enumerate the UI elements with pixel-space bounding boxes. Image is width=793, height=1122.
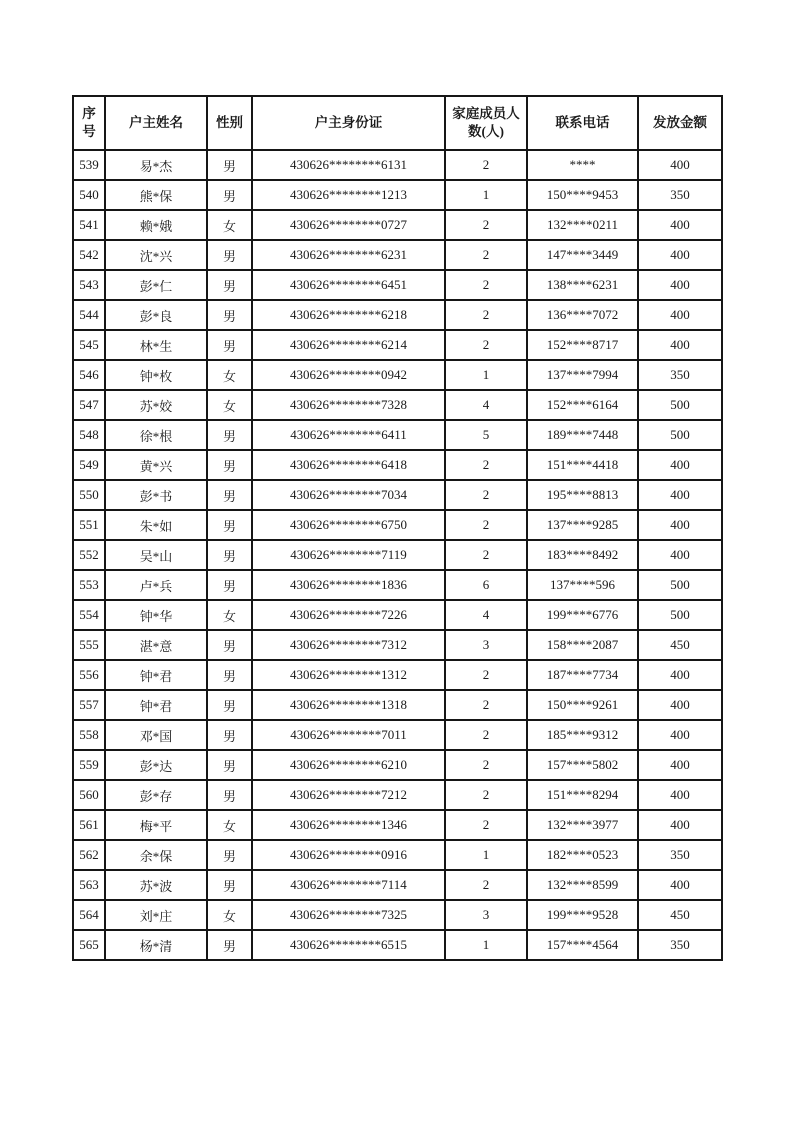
cell-amount: 500 (638, 390, 722, 420)
cell-family_members: 4 (445, 390, 527, 420)
cell-amount: 400 (638, 690, 722, 720)
cell-gender: 男 (207, 420, 252, 450)
cell-phone: 157****4564 (527, 930, 638, 960)
table-row (73, 930, 722, 960)
cell-phone: 185****9312 (527, 720, 638, 750)
cell-family_members: 2 (445, 480, 527, 510)
header-phone: 联系电话 (527, 96, 638, 150)
cell-amount: 350 (638, 180, 722, 210)
cell-id_number: 430626********6231 (252, 240, 445, 270)
table-row (73, 150, 722, 180)
cell-name: 苏*姣 (105, 390, 207, 420)
cell-name: 易*杰 (105, 150, 207, 180)
cell-phone: 183****8492 (527, 540, 638, 570)
cell-phone: 182****0523 (527, 840, 638, 870)
cell-phone: 150****9261 (527, 690, 638, 720)
cell-serial: 548 (73, 420, 105, 450)
cell-family_members: 2 (445, 780, 527, 810)
cell-gender: 男 (207, 570, 252, 600)
cell-phone: 132****3977 (527, 810, 638, 840)
cell-phone: 136****7072 (527, 300, 638, 330)
cell-phone: 158****2087 (527, 630, 638, 660)
cell-serial: 553 (73, 570, 105, 600)
cell-id_number: 430626********6218 (252, 300, 445, 330)
cell-gender: 男 (207, 480, 252, 510)
cell-name: 朱*如 (105, 510, 207, 540)
cell-serial: 557 (73, 690, 105, 720)
cell-family_members: 1 (445, 930, 527, 960)
cell-amount: 400 (638, 510, 722, 540)
cell-id_number: 430626********6750 (252, 510, 445, 540)
cell-gender: 男 (207, 300, 252, 330)
cell-phone: 150****9453 (527, 180, 638, 210)
table-row (73, 270, 722, 300)
cell-gender: 男 (207, 540, 252, 570)
cell-gender: 女 (207, 390, 252, 420)
cell-phone: 151****4418 (527, 450, 638, 480)
header-family-members: 家庭成员人数(人) (445, 96, 527, 150)
cell-amount: 400 (638, 750, 722, 780)
cell-serial: 565 (73, 930, 105, 960)
cell-name: 彭*书 (105, 480, 207, 510)
cell-id_number: 430626********6451 (252, 270, 445, 300)
cell-family_members: 2 (445, 240, 527, 270)
cell-gender: 男 (207, 150, 252, 180)
cell-serial: 552 (73, 540, 105, 570)
table-row (73, 480, 722, 510)
cell-amount: 450 (638, 630, 722, 660)
cell-amount: 400 (638, 870, 722, 900)
cell-gender: 女 (207, 600, 252, 630)
cell-serial: 561 (73, 810, 105, 840)
header-amount: 发放金额 (638, 96, 722, 150)
cell-amount: 350 (638, 840, 722, 870)
table-row (73, 240, 722, 270)
cell-phone: **** (527, 150, 638, 180)
cell-id_number: 430626********7212 (252, 780, 445, 810)
cell-serial: 542 (73, 240, 105, 270)
cell-name: 林*生 (105, 330, 207, 360)
cell-serial: 551 (73, 510, 105, 540)
cell-id_number: 430626********6131 (252, 150, 445, 180)
cell-gender: 男 (207, 690, 252, 720)
cell-phone: 152****6164 (527, 390, 638, 420)
cell-name: 徐*根 (105, 420, 207, 450)
cell-phone: 138****6231 (527, 270, 638, 300)
table-row (73, 870, 722, 900)
cell-name: 邓*国 (105, 720, 207, 750)
cell-serial: 546 (73, 360, 105, 390)
cell-gender: 男 (207, 240, 252, 270)
cell-id_number: 430626********7226 (252, 600, 445, 630)
table-row (73, 660, 722, 690)
cell-serial: 562 (73, 840, 105, 870)
cell-name: 余*保 (105, 840, 207, 870)
cell-serial: 545 (73, 330, 105, 360)
cell-id_number: 430626********0916 (252, 840, 445, 870)
cell-phone: 157****5802 (527, 750, 638, 780)
table-row (73, 750, 722, 780)
table-row (73, 300, 722, 330)
cell-gender: 男 (207, 930, 252, 960)
cell-gender: 女 (207, 360, 252, 390)
table-row (73, 600, 722, 630)
cell-phone: 132****0211 (527, 210, 638, 240)
cell-id_number: 430626********6418 (252, 450, 445, 480)
table-row (73, 180, 722, 210)
cell-name: 彭*存 (105, 780, 207, 810)
cell-family_members: 1 (445, 180, 527, 210)
table-row (73, 510, 722, 540)
cell-serial: 541 (73, 210, 105, 240)
cell-id_number: 430626********7114 (252, 870, 445, 900)
cell-id_number: 430626********1346 (252, 810, 445, 840)
cell-family_members: 2 (445, 540, 527, 570)
table-header (73, 96, 722, 150)
cell-gender: 女 (207, 900, 252, 930)
cell-family_members: 2 (445, 210, 527, 240)
cell-id_number: 430626********7011 (252, 720, 445, 750)
cell-id_number: 430626********7325 (252, 900, 445, 930)
table-row (73, 900, 722, 930)
cell-serial: 544 (73, 300, 105, 330)
cell-family_members: 2 (445, 870, 527, 900)
cell-amount: 350 (638, 930, 722, 960)
header-row (73, 96, 722, 150)
cell-serial: 547 (73, 390, 105, 420)
table-row (73, 690, 722, 720)
cell-family_members: 2 (445, 150, 527, 180)
cell-amount: 400 (638, 270, 722, 300)
subsidy-table (72, 95, 723, 961)
cell-serial: 563 (73, 870, 105, 900)
cell-amount: 400 (638, 210, 722, 240)
header-serial: 序号 (73, 96, 105, 150)
cell-family_members: 2 (445, 750, 527, 780)
cell-family_members: 1 (445, 840, 527, 870)
cell-serial: 564 (73, 900, 105, 930)
table-body (73, 150, 722, 960)
cell-name: 杨*清 (105, 930, 207, 960)
cell-serial: 549 (73, 450, 105, 480)
cell-amount: 500 (638, 420, 722, 450)
header-id-number: 户主身份证 (252, 96, 445, 150)
cell-amount: 400 (638, 780, 722, 810)
cell-serial: 540 (73, 180, 105, 210)
cell-amount: 400 (638, 540, 722, 570)
cell-id_number: 430626********7119 (252, 540, 445, 570)
cell-gender: 男 (207, 270, 252, 300)
cell-family_members: 2 (445, 690, 527, 720)
cell-family_members: 3 (445, 900, 527, 930)
cell-name: 熊*保 (105, 180, 207, 210)
cell-serial: 559 (73, 750, 105, 780)
cell-serial: 543 (73, 270, 105, 300)
cell-gender: 男 (207, 510, 252, 540)
cell-gender: 女 (207, 210, 252, 240)
cell-serial: 554 (73, 600, 105, 630)
cell-family_members: 2 (445, 510, 527, 540)
cell-id_number: 430626********6214 (252, 330, 445, 360)
cell-name: 湛*意 (105, 630, 207, 660)
table-row (73, 780, 722, 810)
cell-amount: 400 (638, 480, 722, 510)
table-row (73, 360, 722, 390)
cell-family_members: 4 (445, 600, 527, 630)
table-row (73, 420, 722, 450)
cell-family_members: 5 (445, 420, 527, 450)
cell-id_number: 430626********7034 (252, 480, 445, 510)
cell-phone: 137****7994 (527, 360, 638, 390)
cell-gender: 男 (207, 780, 252, 810)
table-row (73, 390, 722, 420)
cell-phone: 137****9285 (527, 510, 638, 540)
cell-name: 沈*兴 (105, 240, 207, 270)
cell-amount: 400 (638, 330, 722, 360)
cell-amount: 500 (638, 570, 722, 600)
cell-serial: 555 (73, 630, 105, 660)
cell-id_number: 430626********1836 (252, 570, 445, 600)
cell-amount: 400 (638, 720, 722, 750)
cell-phone: 132****8599 (527, 870, 638, 900)
cell-amount: 350 (638, 360, 722, 390)
cell-family_members: 2 (445, 660, 527, 690)
cell-id_number: 430626********6411 (252, 420, 445, 450)
table-row (73, 540, 722, 570)
cell-name: 梅*平 (105, 810, 207, 840)
cell-phone: 147****3449 (527, 240, 638, 270)
cell-name: 赖*娥 (105, 210, 207, 240)
cell-gender: 男 (207, 750, 252, 780)
cell-serial: 558 (73, 720, 105, 750)
cell-phone: 152****8717 (527, 330, 638, 360)
cell-name: 钟*华 (105, 600, 207, 630)
cell-family_members: 2 (445, 450, 527, 480)
cell-family_members: 3 (445, 630, 527, 660)
cell-id_number: 430626********1318 (252, 690, 445, 720)
cell-name: 彭*良 (105, 300, 207, 330)
cell-phone: 195****8813 (527, 480, 638, 510)
cell-id_number: 430626********0942 (252, 360, 445, 390)
table-row (73, 210, 722, 240)
cell-family_members: 2 (445, 810, 527, 840)
cell-serial: 560 (73, 780, 105, 810)
cell-family_members: 2 (445, 330, 527, 360)
cell-serial: 556 (73, 660, 105, 690)
cell-family_members: 2 (445, 300, 527, 330)
cell-name: 刘*庄 (105, 900, 207, 930)
cell-amount: 500 (638, 600, 722, 630)
cell-phone: 199****6776 (527, 600, 638, 630)
cell-name: 钟*枚 (105, 360, 207, 390)
cell-gender: 女 (207, 810, 252, 840)
table-row (73, 810, 722, 840)
cell-phone: 199****9528 (527, 900, 638, 930)
cell-name: 吴*山 (105, 540, 207, 570)
cell-name: 卢*兵 (105, 570, 207, 600)
cell-name: 彭*仁 (105, 270, 207, 300)
cell-name: 苏*波 (105, 870, 207, 900)
cell-family_members: 2 (445, 720, 527, 750)
header-gender: 性别 (207, 96, 252, 150)
cell-id_number: 430626********7328 (252, 390, 445, 420)
cell-phone: 187****7734 (527, 660, 638, 690)
cell-id_number: 430626********7312 (252, 630, 445, 660)
table-row (73, 630, 722, 660)
cell-id_number: 430626********0727 (252, 210, 445, 240)
cell-serial: 550 (73, 480, 105, 510)
cell-id_number: 430626********1213 (252, 180, 445, 210)
cell-amount: 400 (638, 150, 722, 180)
cell-name: 彭*达 (105, 750, 207, 780)
table-row (73, 840, 722, 870)
cell-phone: 151****8294 (527, 780, 638, 810)
cell-amount: 400 (638, 450, 722, 480)
cell-amount: 400 (638, 300, 722, 330)
cell-serial: 539 (73, 150, 105, 180)
cell-name: 钟*君 (105, 660, 207, 690)
header-name: 户主姓名 (105, 96, 207, 150)
cell-phone: 137****596 (527, 570, 638, 600)
cell-gender: 男 (207, 660, 252, 690)
cell-gender: 男 (207, 630, 252, 660)
cell-gender: 男 (207, 330, 252, 360)
cell-gender: 男 (207, 870, 252, 900)
cell-name: 黄*兴 (105, 450, 207, 480)
cell-name: 钟*君 (105, 690, 207, 720)
cell-gender: 男 (207, 450, 252, 480)
table-row (73, 570, 722, 600)
table-row (73, 330, 722, 360)
cell-id_number: 430626********6515 (252, 930, 445, 960)
cell-phone: 189****7448 (527, 420, 638, 450)
cell-id_number: 430626********1312 (252, 660, 445, 690)
cell-amount: 400 (638, 240, 722, 270)
cell-amount: 450 (638, 900, 722, 930)
cell-id_number: 430626********6210 (252, 750, 445, 780)
cell-gender: 男 (207, 840, 252, 870)
cell-family_members: 1 (445, 360, 527, 390)
cell-family_members: 6 (445, 570, 527, 600)
table-row (73, 720, 722, 750)
table-row (73, 450, 722, 480)
cell-amount: 400 (638, 810, 722, 840)
cell-amount: 400 (638, 660, 722, 690)
cell-gender: 男 (207, 180, 252, 210)
cell-gender: 男 (207, 720, 252, 750)
cell-family_members: 2 (445, 270, 527, 300)
